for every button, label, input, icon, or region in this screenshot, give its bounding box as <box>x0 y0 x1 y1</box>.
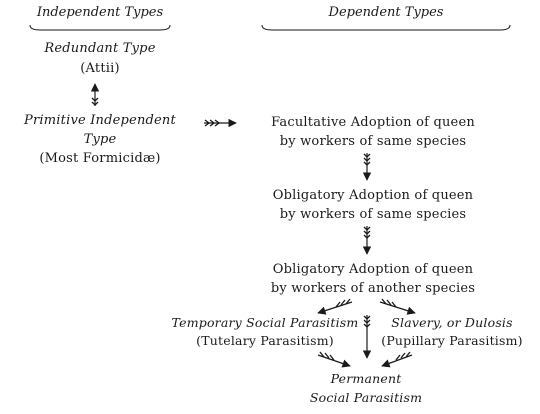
arrow-primitive-to-facultative <box>204 120 236 126</box>
right-header-brace <box>262 25 510 30</box>
arrow-obligatory-same-to-another <box>364 226 370 254</box>
arrow-facultative-to-obligatory-same <box>364 153 370 180</box>
primitive-type-example: (Most Formicidæ) <box>39 151 161 166</box>
arrow-another-to-permanent <box>364 315 370 358</box>
redundant-type-title: Redundant Type <box>44 41 156 56</box>
obligatory-another-line1: Obligatory Adoption of queen <box>272 262 474 277</box>
slavery-title: Slavery, or Dulosis <box>391 315 513 330</box>
arrow-another-to-temporary <box>318 299 352 313</box>
temporary-parasitism-example: (Tutelary Parasitism) <box>196 333 334 348</box>
primitive-type-title-line2: Type <box>83 132 117 147</box>
primitive-type-title-line1: Primitive Independent <box>24 113 176 128</box>
independent-types-header: Independent Types <box>36 5 164 20</box>
obligatory-another-line2: by workers of another species <box>270 281 476 296</box>
arrow-temporary-to-permanent <box>318 352 350 366</box>
dependent-types-header: Dependent Types <box>328 5 444 20</box>
permanent-parasitism-line1: Permanent <box>330 371 402 386</box>
arrow-another-to-slavery <box>380 299 415 313</box>
obligatory-same-line2: by workers of same species <box>279 207 467 222</box>
redundant-type-example: (Attii) <box>80 61 120 76</box>
permanent-parasitism-line2: Social Parasitism <box>309 390 423 405</box>
temporary-parasitism-title: Temporary Social Parasitism <box>171 315 359 330</box>
obligatory-same-line1: Obligatory Adoption of queen <box>272 188 474 203</box>
left-header-brace <box>30 25 170 30</box>
facultative-adoption-line1: Facultative Adoption of queen <box>271 115 475 130</box>
arrow-slavery-to-permanent <box>382 352 412 366</box>
slavery-example: (Pupillary Parasitism) <box>381 333 523 348</box>
arrow-primitive-to-redundant <box>92 84 98 106</box>
facultative-adoption-line2: by workers of same species <box>279 134 467 149</box>
